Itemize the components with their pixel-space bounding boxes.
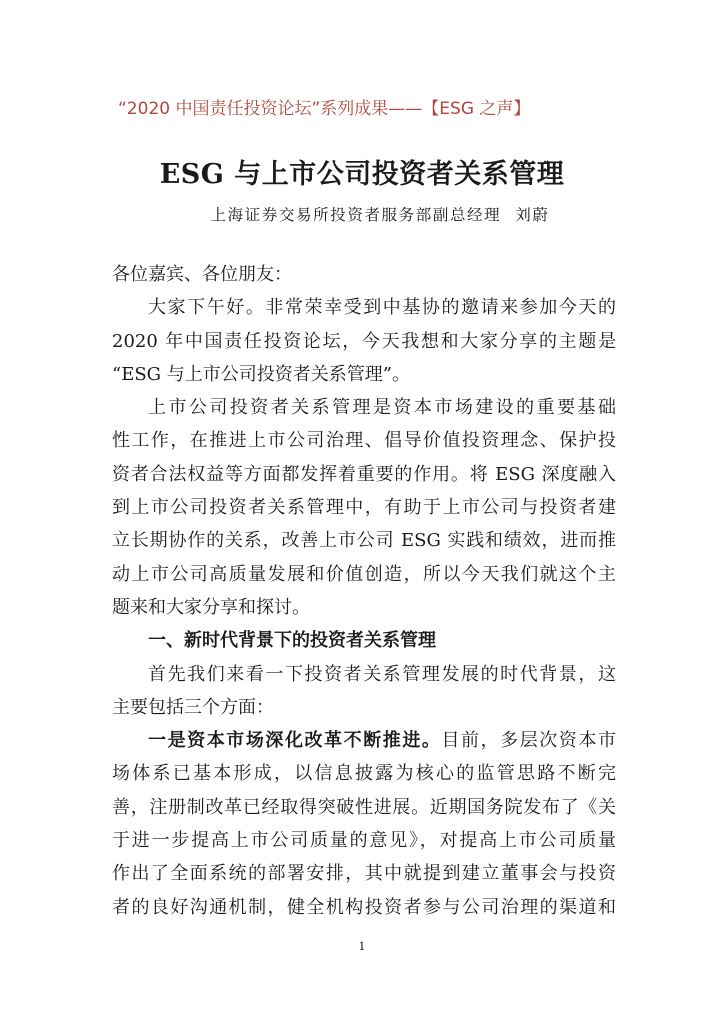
paragraph-line: 动上市公司高质量发展和价值创造，所以今天我们就这个主 xyxy=(112,563,616,585)
series-header: “2020 中国责任投资论坛”系列成果——【ESG 之声】 xyxy=(118,99,531,119)
paragraph-line: 首先我们来看一下投资者关系管理发展的时代背景，这 xyxy=(148,663,616,685)
paragraph-line: 到上市公司投资者关系管理中，有助于上市公司与投资者建 xyxy=(112,497,616,519)
paragraph-line: 题来和大家分享和探讨。 xyxy=(112,596,310,618)
paragraph-line: 2020 年中国责任投资论坛，今天我想和大家分享的主题是 xyxy=(112,330,616,352)
paragraph-line: 主要包括三个方面： xyxy=(112,696,274,718)
lead-rest-text: 目前，多层次资本市 xyxy=(441,730,616,752)
paragraph-line: 者的良好沟通机制，健全机构投资者参与公司治理的渠道和 xyxy=(112,896,616,918)
paragraph-line: 作出了全面系统的部署安排，其中就提到建立董事会与投资 xyxy=(112,863,616,885)
section-heading: 一、新时代背景下的投资者关系管理 xyxy=(148,630,436,652)
paragraph-line: 上市公司投资者关系管理是资本市场建设的重要基础 xyxy=(148,397,616,419)
paragraph-line: 立长期协作的关系，改善上市公司 ESG 实践和绩效，进而推 xyxy=(112,530,616,552)
paragraph-line: 于进一步提高上市公司质量的意见》，对提高上市公司质量 xyxy=(112,830,616,852)
document-title: ESG 与上市公司投资者关系管理 xyxy=(159,159,565,190)
body-text xyxy=(112,258,616,924)
bold-lead-text: 一是资本市场深化改革不断推进。 xyxy=(148,730,442,752)
paragraph-line: 性工作，在推进上市公司治理、倡导价值投资理念、保护投 xyxy=(112,430,616,452)
speaker-byline xyxy=(0,203,724,225)
greeting: 各位嘉宾、各位朋友： xyxy=(112,264,292,285)
speaker-name: 刘蔚 xyxy=(515,206,550,224)
paragraph-line: 资者合法权益等方面都发挥着重要的作用。将 ESG 深度融入 xyxy=(112,463,616,485)
paragraph-line: 善，注册制改革已经取得突破性进展。近期国务院发布了《关 xyxy=(112,796,616,818)
speaker-role: 上海证券交易所投资者服务部副总经理 xyxy=(210,206,502,224)
paragraph-line: 大家下午好。非常荣幸受到中基协的邀请来参加今天的 xyxy=(148,297,616,319)
paragraph-line: 场体系已基本形成，以信息披露为核心的监管思路不断完 xyxy=(112,763,616,785)
page-number: 1 xyxy=(358,940,366,953)
paragraph-line: “ESG 与上市公司投资者关系管理”。 xyxy=(112,363,410,385)
paragraph-line xyxy=(112,724,616,757)
